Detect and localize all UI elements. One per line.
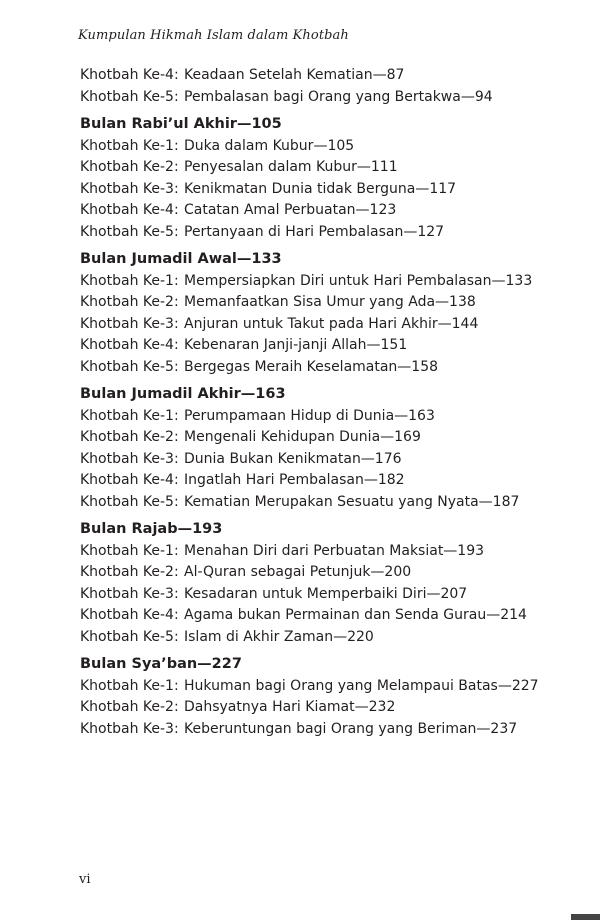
toc-entry	[80, 541, 540, 563]
entry-title: Ingatlah Hari Pembalasan—182	[184, 472, 405, 488]
entry-title: Hukuman bagi Orang yang Melampaui Batas—227	[184, 677, 539, 694]
toc-section	[80, 65, 540, 108]
table-of-contents	[80, 65, 540, 744]
entry-title: Dunia Bukan Kenikmatan—176	[184, 450, 402, 467]
entry-title: Keadaan Setelah Kematian—87	[184, 67, 405, 83]
entry-title: Kematian Merupakan Sesuatu yang Nyata—187	[184, 493, 520, 510]
entry-title: Anjuran untuk Takut pada Hari Akhir—144	[184, 315, 479, 332]
running-header: Kumpulan Hikmah Islam dalam Khotbah	[78, 28, 349, 43]
toc-entry	[80, 719, 540, 741]
toc-entry	[80, 200, 540, 222]
toc-entry	[80, 449, 540, 471]
entry-label: Khotbah Ke-2:	[80, 159, 179, 175]
toc-entry	[80, 222, 540, 244]
entry-title: Al-Quran sebagai Petunjuk—200	[184, 564, 412, 580]
toc-entry	[80, 357, 540, 379]
entry-label: Khotbah Ke-5:	[80, 628, 179, 645]
entry-title: Dahsyatnya Hari Kiamat—232	[184, 699, 396, 715]
entry-label: Khotbah Ke-1:	[80, 677, 179, 694]
toc-entry	[80, 157, 540, 179]
entry-title: Keberuntungan bagi Orang yang Beriman—237	[184, 720, 518, 737]
entry-label: Khotbah Ke-4:	[80, 67, 179, 83]
toc-entry	[80, 314, 540, 336]
entry-title: Penyesalan dalam Kubur—111	[184, 159, 398, 175]
toc-entry	[80, 470, 540, 492]
entry-title: Kenikmatan Dunia tidak Berguna—117	[184, 180, 457, 197]
section-title: Bulan Jumadil Akhir—163	[80, 386, 286, 402]
entry-label: Khotbah Ke-1:	[80, 272, 179, 289]
toc-entry	[80, 562, 540, 584]
toc-entry	[80, 335, 540, 357]
toc-entry	[80, 676, 540, 698]
section-title: Bulan Jumadil Awal—133	[80, 251, 282, 267]
toc-entry	[80, 87, 540, 109]
toc-entry	[80, 427, 540, 449]
entry-title: Pembalasan bagi Orang yang Bertakwa—94	[184, 88, 493, 105]
entry-label: Khotbah Ke-1:	[80, 137, 179, 154]
entry-label: Khotbah Ke-5:	[80, 358, 179, 375]
toc-entry	[80, 492, 540, 514]
entry-title: Islam di Akhir Zaman—220	[184, 628, 374, 645]
entry-label: Khotbah Ke-3:	[80, 585, 179, 602]
entry-title: Kebenaran Janji-janji Allah—151	[184, 337, 408, 353]
entry-title: Bergegas Meraih Keselamatan—158	[184, 358, 439, 375]
entry-label: Khotbah Ke-1:	[80, 542, 179, 559]
entry-label: Khotbah Ke-5:	[80, 88, 179, 105]
entry-title: Duka dalam Kubur—105	[184, 137, 355, 154]
section-title: Bulan Rabi’ul Akhir—105	[80, 116, 282, 132]
entry-label: Khotbah Ke-5:	[80, 223, 179, 240]
toc-entry	[80, 605, 540, 627]
entry-label: Khotbah Ke-4:	[80, 607, 179, 623]
entry-label: Khotbah Ke-2:	[80, 699, 179, 715]
section-title: Bulan Sya’ban—227	[80, 656, 242, 672]
entry-label: Khotbah Ke-3:	[80, 180, 179, 197]
entry-title: Agama bukan Permainan dan Senda Gurau—214	[184, 607, 527, 623]
toc-entry	[80, 136, 540, 158]
toc-entry	[80, 584, 540, 606]
toc-entry	[80, 627, 540, 649]
toc-entry	[80, 406, 540, 428]
entry-label: Khotbah Ke-2:	[80, 429, 179, 445]
entry-label: Khotbah Ke-2:	[80, 564, 179, 580]
entry-title: Memanfaatkan Sisa Umur yang Ada—138	[184, 294, 476, 310]
entry-title: Mengenali Kehidupan Dunia—169	[184, 429, 421, 445]
toc-entry	[80, 697, 540, 719]
entry-title: Kesadaran untuk Memperbaiki Diri—207	[184, 585, 468, 602]
toc-entry	[80, 179, 540, 201]
entry-label: Khotbah Ke-3:	[80, 450, 179, 467]
entry-title: Pertanyaan di Hari Pembalasan—127	[184, 223, 445, 240]
toc-section	[80, 519, 540, 648]
toc-section	[80, 654, 540, 740]
section-title: Bulan Rajab—193	[80, 521, 223, 537]
entry-label: Khotbah Ke-3:	[80, 315, 179, 332]
entry-label: Khotbah Ke-5:	[80, 493, 179, 510]
entry-label: Khotbah Ke-4:	[80, 337, 179, 353]
toc-section	[80, 114, 540, 243]
entry-title: Mempersiapkan Diri untuk Hari Pembalasan—133	[184, 272, 533, 289]
entry-label: Khotbah Ke-4:	[80, 472, 179, 488]
entry-title: Catatan Amal Perbuatan—123	[184, 202, 397, 218]
toc-section	[80, 249, 540, 378]
entry-label: Khotbah Ke-2:	[80, 294, 179, 310]
entry-label: Khotbah Ke-4:	[80, 202, 179, 218]
entry-title: Menahan Diri dari Perbuatan Maksiat—193	[184, 542, 485, 559]
entry-label: Khotbah Ke-3:	[80, 720, 179, 737]
entry-title: Perumpamaan Hidup di Dunia—163	[184, 407, 435, 424]
toc-entry	[80, 292, 540, 314]
toc-entry	[80, 271, 540, 293]
toc-entry	[80, 65, 540, 87]
corner-mark	[571, 914, 600, 920]
toc-section	[80, 384, 540, 513]
page-number: vi	[79, 872, 91, 887]
entry-label: Khotbah Ke-1:	[80, 407, 179, 424]
